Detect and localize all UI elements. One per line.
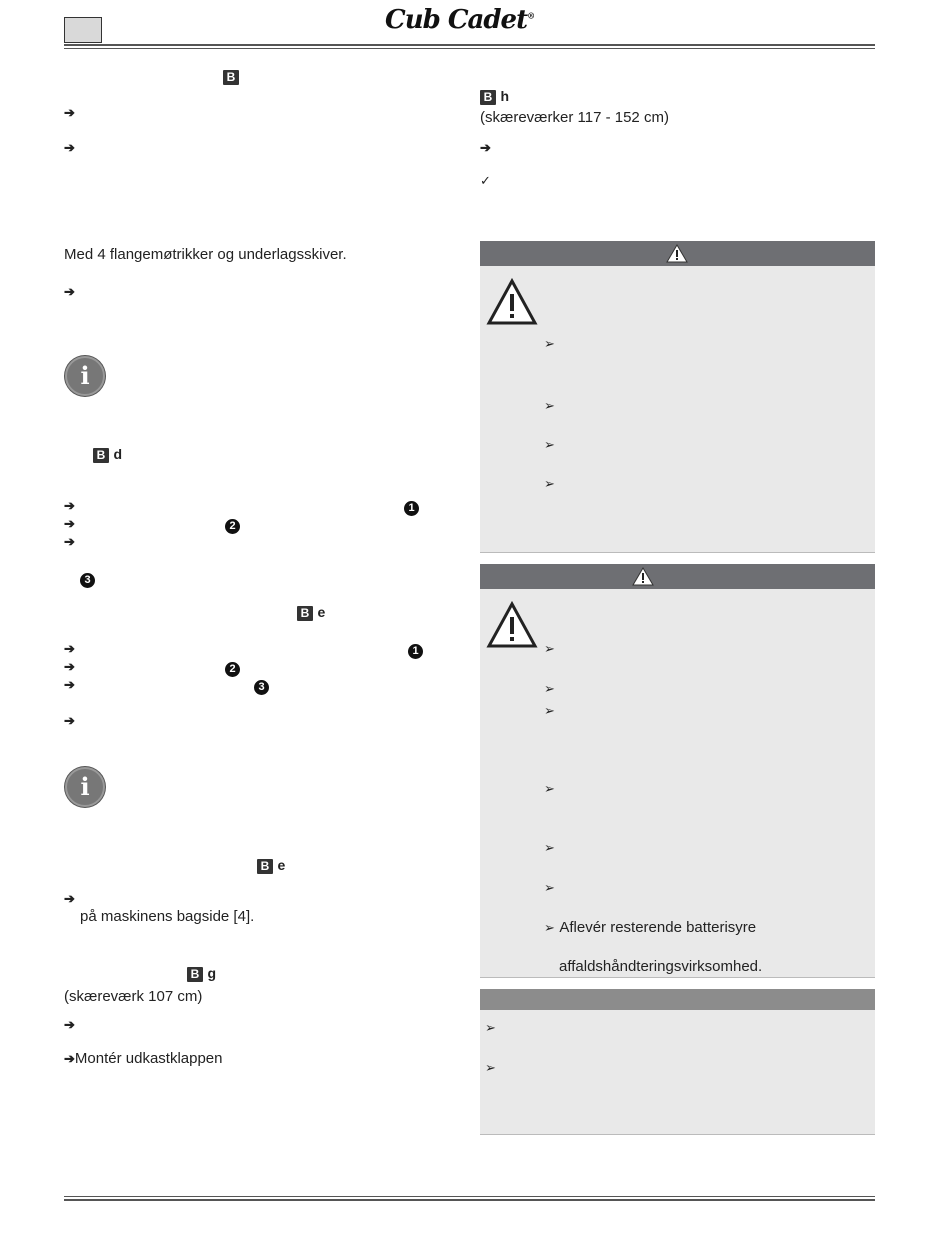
- section-heading-d: B d: [93, 446, 122, 464]
- section-heading-h: B h: [480, 88, 509, 106]
- warning-triangle-icon: [632, 567, 654, 586]
- marker-3: 3: [80, 570, 95, 588]
- arrow-icon: ➔: [64, 284, 75, 299]
- warning-panel-header: [480, 564, 875, 589]
- arrowhead-bullet-icon: ➢: [544, 437, 555, 452]
- arrow-icon: ➔: [64, 498, 75, 513]
- chute-step: [64, 1050, 223, 1068]
- waste-company-text: affaldshåndteringsvirksomhed.: [559, 958, 763, 975]
- section-heading-e: B e: [297, 604, 325, 622]
- footer-rule: [64, 1199, 875, 1201]
- marker-1: 1: [408, 641, 423, 659]
- marker-2: 2: [225, 659, 240, 677]
- note-panel-body: [480, 1010, 875, 1135]
- arrow-icon: ➔: [64, 713, 75, 728]
- arrowhead-bullet-icon: ➢: [544, 840, 555, 855]
- section-h-subtitle: (skæreværker 117 - 152 cm): [480, 109, 669, 126]
- arrow-icon: ➔: [64, 140, 75, 155]
- arrowhead-bullet-icon: ➢: [544, 681, 555, 696]
- section-g-subtitle: (skæreværk 107 cm): [64, 988, 203, 1005]
- warning-panel-header: [480, 241, 875, 266]
- marker-2: 2: [225, 516, 240, 534]
- arrowhead-bullet-icon: ➢: [544, 703, 555, 718]
- arrowhead-bullet-icon: ➢: [485, 1060, 496, 1075]
- header-rule-thin: [64, 48, 875, 49]
- footer-rule-thin: [64, 1196, 875, 1197]
- arrow-icon: ➔: [64, 516, 75, 531]
- arrow-icon: ➔: [64, 105, 75, 120]
- chute-text: Montér udkastklappen: [74, 1050, 223, 1067]
- arrow-icon: ➔: [64, 677, 75, 692]
- arrowhead-bullet-icon: ➢: [485, 1020, 496, 1035]
- arrow-icon: ➔: [64, 1051, 75, 1066]
- battery-acid-bullet: [544, 919, 756, 937]
- arrowhead-bullet-icon: ➢: [544, 781, 555, 796]
- section-heading-e: B e: [257, 857, 285, 875]
- arrowhead-bullet-icon: ➢: [544, 336, 555, 351]
- battery-acid-text: Aflevér resterende batterisyre: [559, 919, 757, 936]
- arrowhead-bullet-icon: ➢: [544, 641, 555, 656]
- checkmark-icon: ✓: [480, 173, 491, 188]
- arrow-icon: ➔: [64, 534, 75, 549]
- section-heading-g: B g: [187, 965, 216, 983]
- info-icon: i: [65, 356, 105, 396]
- washers-text: Med 4 flangemøtrikker og underlagsskiver.: [64, 246, 347, 263]
- note-panel-header: [480, 989, 875, 1010]
- arrow-icon: ➔: [64, 659, 75, 674]
- warning-triangle-icon: [486, 601, 538, 649]
- section-badge: B: [223, 68, 239, 86]
- marker-1: 1: [404, 498, 419, 516]
- page-number-box: [64, 17, 102, 43]
- arrowhead-bullet-icon: ➢: [544, 880, 555, 895]
- arrowhead-bullet-icon: ➢: [544, 398, 555, 413]
- warning-triangle-icon: [666, 244, 688, 263]
- info-icon: i: [65, 767, 105, 807]
- arrow-icon: ➔: [64, 641, 75, 656]
- rear-text: på maskinens bagside [4].: [80, 908, 255, 925]
- warning-triangle-icon: [486, 278, 538, 326]
- header-rule: [64, 44, 875, 46]
- warning-panel-body: [480, 589, 875, 978]
- arrowhead-bullet-icon: ➢: [544, 476, 555, 491]
- arrowhead-bullet-icon: ➢: [544, 920, 555, 935]
- arrow-icon: ➔: [480, 140, 491, 155]
- warning-panel-body: [480, 266, 875, 553]
- arrow-icon: ➔: [64, 891, 75, 906]
- arrow-icon: ➔: [64, 1017, 75, 1032]
- brand-logo: Cub Cadet®: [385, 5, 535, 35]
- marker-3: 3: [254, 677, 269, 695]
